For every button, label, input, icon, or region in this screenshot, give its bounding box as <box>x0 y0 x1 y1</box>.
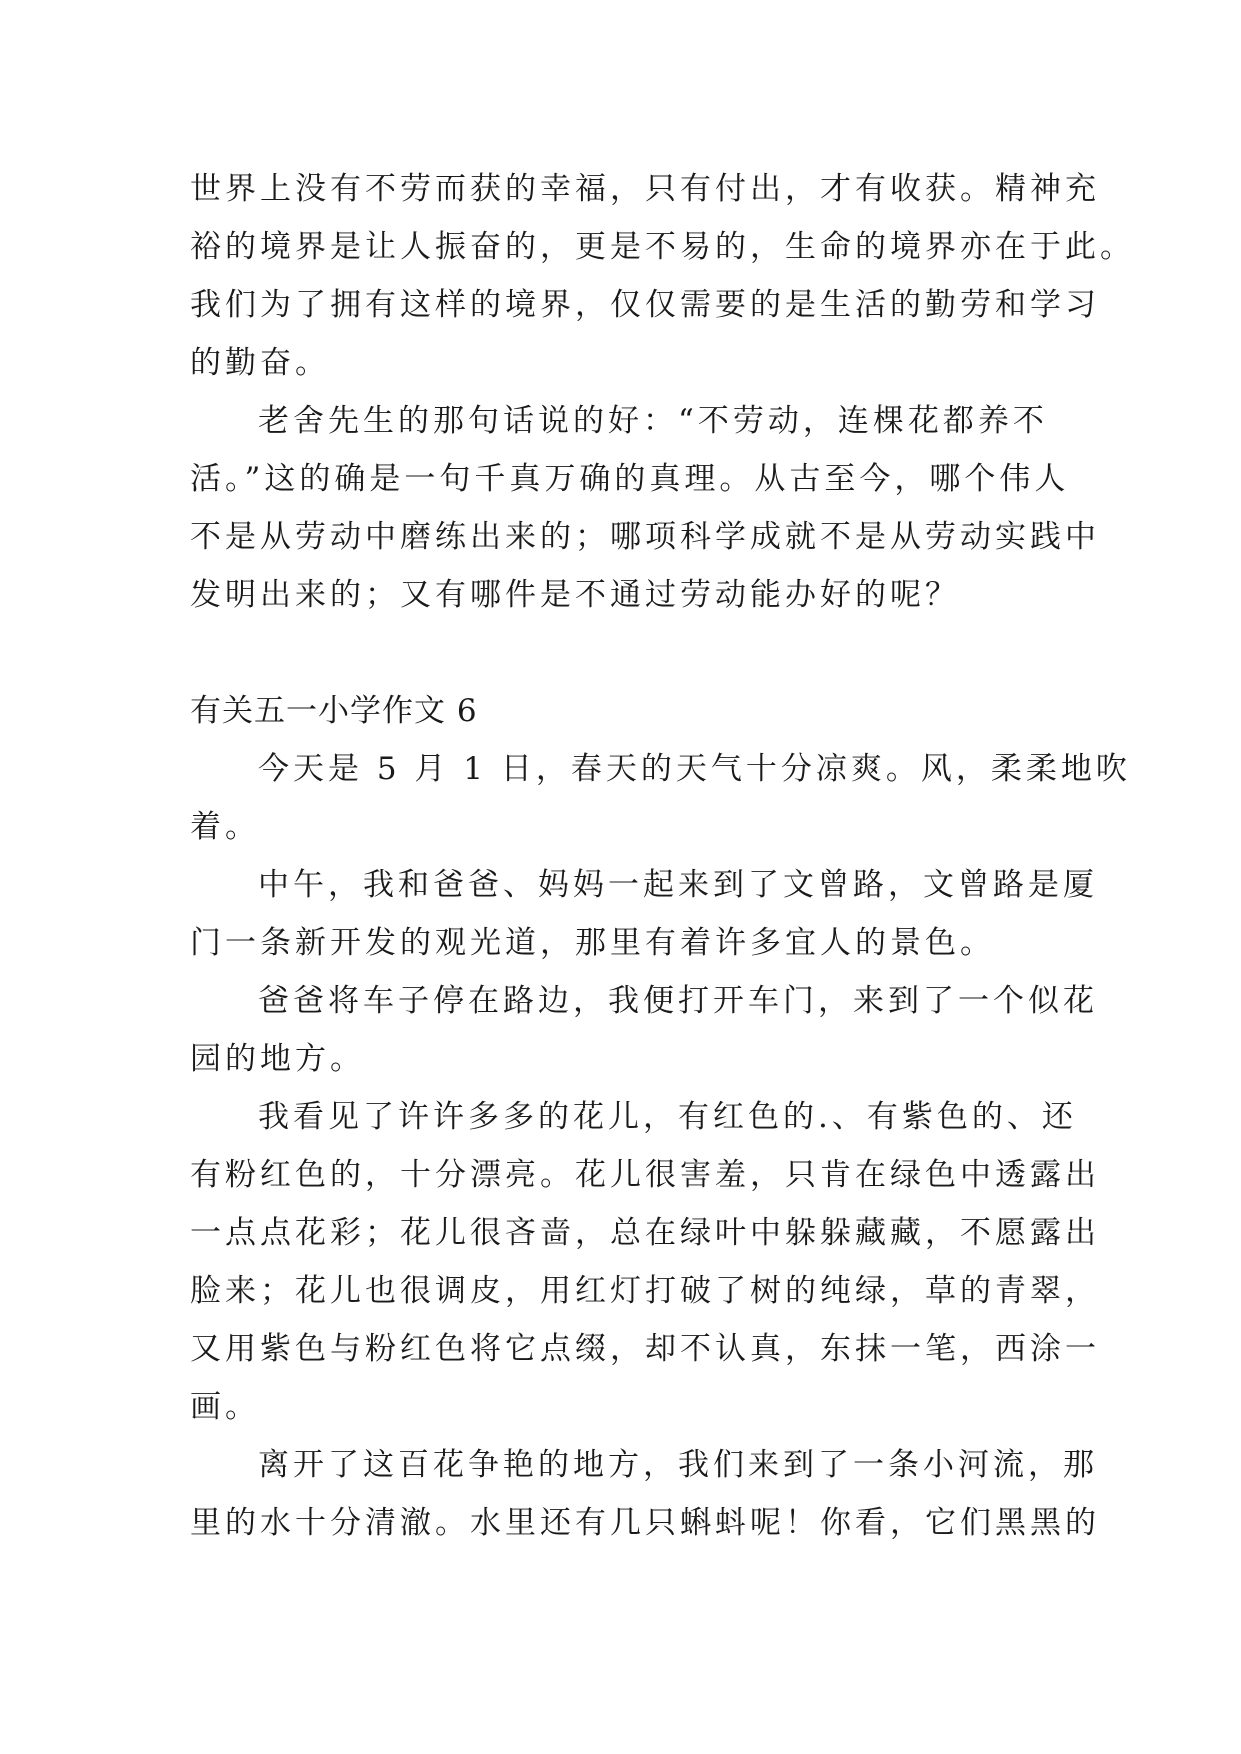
text-line: 爸爸将车子停在路边，我便打开车门，来到了一个似花 <box>258 983 1098 1019</box>
text-line: 园的地方。 <box>190 1041 365 1077</box>
paragraph <box>190 160 1135 392</box>
text-line: 的勤奋。 <box>190 345 330 381</box>
text-line: 离开了这百花争艳的地方，我们来到了一条小河流，那 <box>258 1447 1098 1483</box>
paragraph <box>190 856 1098 972</box>
text-line: 我们为了拥有这样的境界，仅仅需要的是生活的勤劳和学习 <box>190 287 1100 323</box>
text-line: 门一条新开发的观光道，那里有着许多宜人的景色。 <box>190 925 995 961</box>
text-line: 老舍先生的那句话说的好：“不劳动，连棵花都养不 <box>258 403 1048 439</box>
paragraph <box>190 392 1100 624</box>
text-line: 裕的境界是让人振奋的，更是不易的，生命的境界亦在于此。 <box>190 229 1135 265</box>
text-line: 活。”这的确是一句千真万确的真理。从古至今，哪个伟人 <box>190 461 1070 497</box>
text-line: 又用紫色与粉红色将它点缀，却不认真，东抹一笔，西涂一 <box>190 1331 1100 1367</box>
text-line: 里的水十分清澈。水里还有几只蝌蚪呢！你看，它们黑黑的 <box>190 1505 1100 1541</box>
text-line: 有粉红色的，十分漂亮。花儿很害羞，只肯在绿色中透露出 <box>190 1157 1100 1193</box>
text-line: 我看见了许许多多的花儿，有红色的.、有紫色的、还 <box>258 1099 1077 1135</box>
paragraph <box>190 1088 1100 1436</box>
text-line: 着。 <box>190 809 260 845</box>
text-line: 不是从劳动中磨练出来的；哪项科学成就不是从劳动实践中 <box>190 519 1100 555</box>
text-line: 脸来；花儿也很调皮，用红灯打破了树的纯绿，草的青翠， <box>190 1273 1100 1309</box>
text-line: 世界上没有不劳而获的幸福，只有付出，才有收获。精神充 <box>190 171 1100 207</box>
section-heading: 有关五一小学作文 6 <box>190 693 478 729</box>
document-page <box>190 160 1135 1552</box>
paragraph <box>190 740 1131 856</box>
text-line: 发明出来的；又有哪件是不通过劳动能办好的呢？ <box>190 577 960 613</box>
text-line: 今天是 5 月 1 日，春天的天气十分凉爽。风，柔柔地吹 <box>258 751 1131 787</box>
section-spacer <box>190 624 1060 682</box>
text-line: 画。 <box>190 1389 260 1425</box>
paragraph <box>190 972 1098 1088</box>
text-line: 中午，我和爸爸、妈妈一起来到了文曾路，文曾路是厦 <box>258 867 1098 903</box>
paragraph <box>190 1436 1100 1552</box>
text-line: 一点点花彩；花儿很吝啬，总在绿叶中躲躲藏藏，不愿露出 <box>190 1215 1100 1251</box>
